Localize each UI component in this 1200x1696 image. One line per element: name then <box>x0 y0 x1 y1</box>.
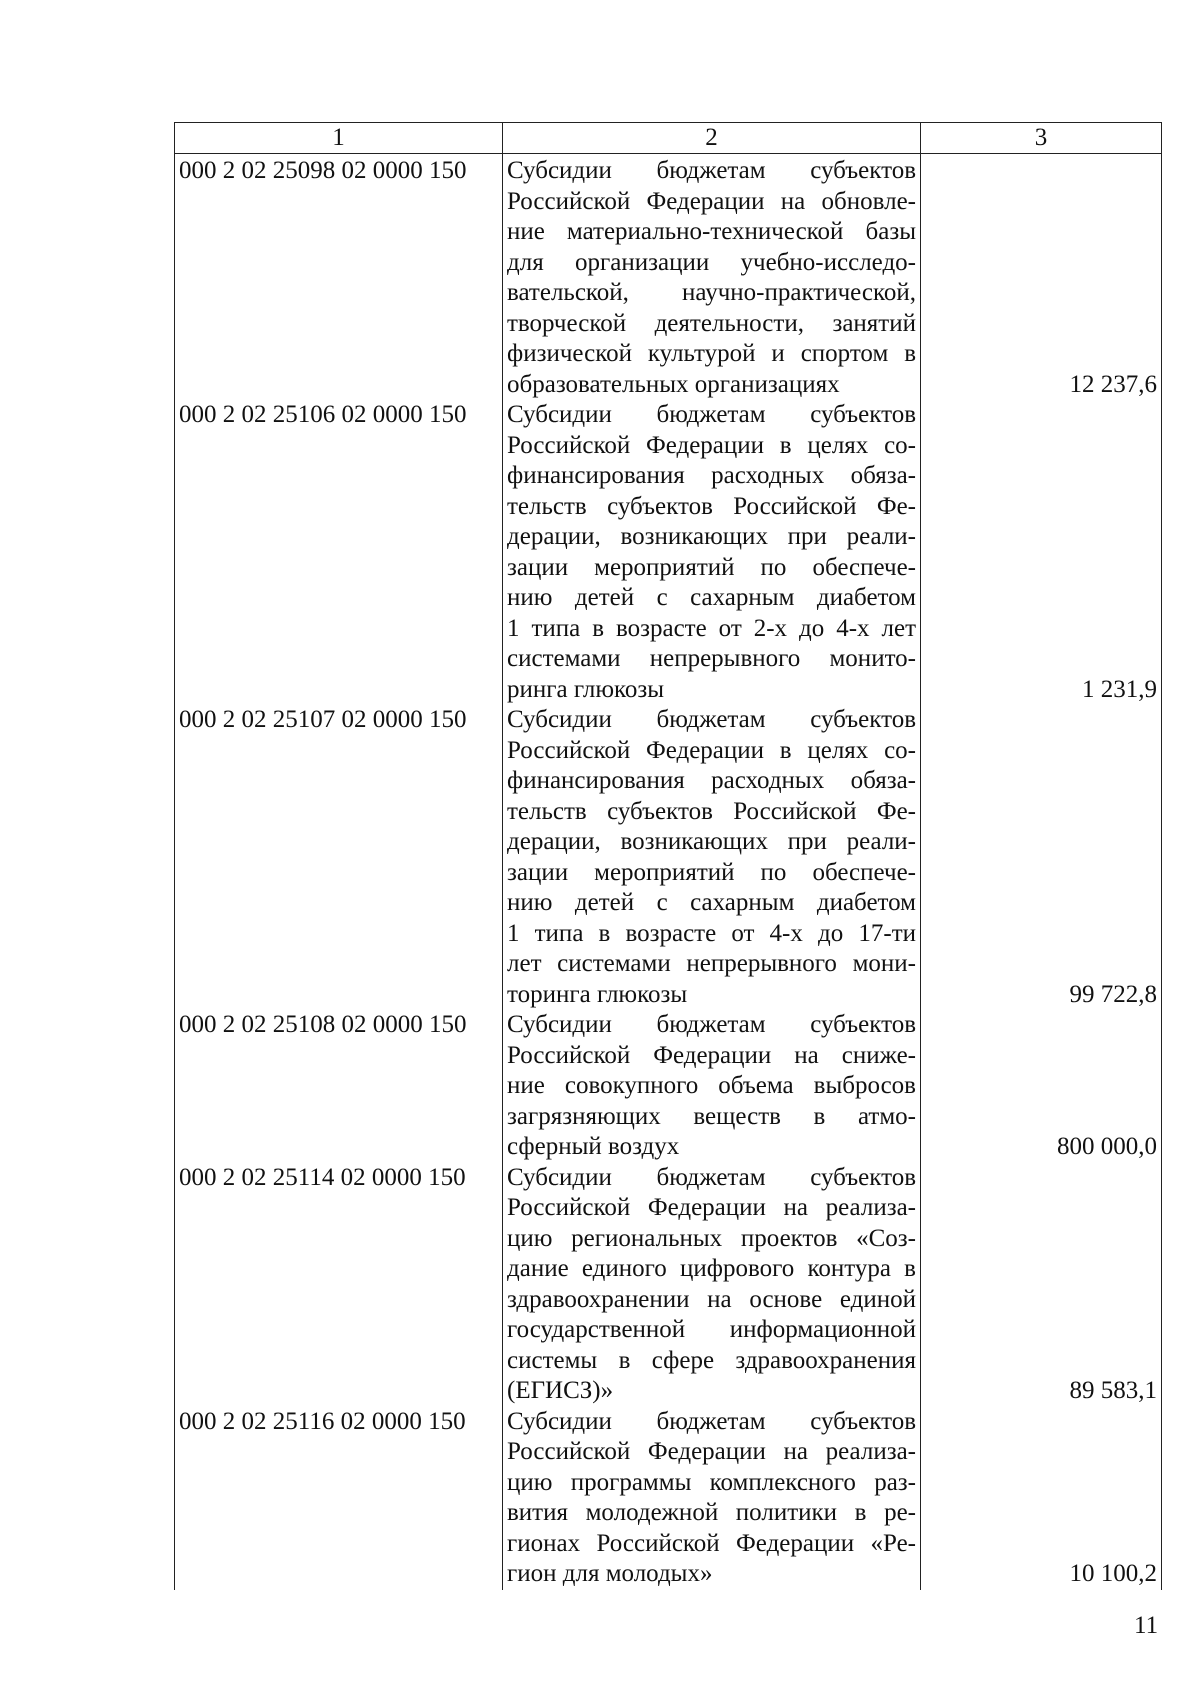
amount: 12 237,6 <box>921 154 1162 401</box>
budget-code: 000 2 02 25108 02 0000 150 <box>175 1010 503 1163</box>
description-line: образовательных организациях <box>507 370 840 398</box>
budget-code: 000 2 02 25114 02 0000 150 <box>175 1163 503 1407</box>
description-line: для организации учебно-исследо- <box>507 248 916 276</box>
description-line: государственной информационной <box>507 1316 916 1343</box>
description <box>503 1407 921 1590</box>
description-line: лет системами непрерывного мони- <box>507 950 916 977</box>
description-line: загрязняющих веществ в атмо- <box>507 1102 916 1130</box>
description-line: цию региональных проектов «Соз- <box>507 1224 916 1252</box>
description <box>503 400 921 705</box>
table-row <box>175 1010 1162 1163</box>
table-row <box>175 1163 1162 1407</box>
description-line: Субсидии бюджетам субъектов <box>507 401 916 428</box>
table-body <box>175 154 1162 1590</box>
description-line: (ЕГИСЗ)» <box>507 1377 614 1404</box>
description-line: здравоохранении на основе единой <box>507 1285 916 1313</box>
description-line: нию детей с сахарным диабетом <box>507 889 916 916</box>
description-line: физической культурой и спортом в <box>507 340 916 367</box>
description-line: Субсидии бюджетам субъектов <box>507 1407 916 1435</box>
description-line: ние совокупного объема выбросов <box>507 1072 916 1099</box>
description <box>503 1010 921 1163</box>
description-line: торинга глюкозы <box>507 980 688 1008</box>
description-line: вательской, научно-практической, <box>507 279 916 306</box>
budget-table <box>174 122 1162 1590</box>
header-row <box>175 123 1162 154</box>
description-line: цию программы комплексного раз- <box>507 1468 916 1496</box>
description <box>503 1163 921 1407</box>
table-row <box>175 705 1162 1010</box>
budget-code: 000 2 02 25116 02 0000 150 <box>175 1407 503 1590</box>
budget-code: 000 2 02 25107 02 0000 150 <box>175 705 503 1010</box>
description-line: Субсидии бюджетам субъектов <box>507 1011 916 1038</box>
description-line: зации мероприятий по обеспече- <box>507 858 916 886</box>
description-line: Российской Федерации на обновле- <box>507 187 916 215</box>
description-line: сферный воздух <box>507 1133 680 1160</box>
description-line: ринга глюкозы <box>507 675 665 703</box>
description-line: Российской Федерации на реализа- <box>507 1194 916 1221</box>
description-line: гион для молодых» <box>507 1560 713 1587</box>
description <box>503 154 921 401</box>
column-header-2: 2 <box>503 123 921 154</box>
description-line: Субсидии бюджетам субъектов <box>507 157 916 184</box>
description-line: системами непрерывного монито- <box>507 645 916 672</box>
description-line: финансирования расходных обяза- <box>507 462 916 489</box>
description-line: ние материально-технической базы <box>507 218 916 245</box>
description-line: дерации, возникающих при реали- <box>507 523 916 550</box>
description-line: Субсидии бюджетам субъектов <box>507 706 916 733</box>
description <box>503 705 921 1010</box>
description-line: Российской Федерации на реализа- <box>507 1438 916 1465</box>
description-line: творческой деятельности, занятий <box>507 309 916 337</box>
amount: 89 583,1 <box>921 1163 1162 1407</box>
description-line: тельств субъектов Российской Фе- <box>507 492 916 520</box>
amount: 800 000,0 <box>921 1010 1162 1163</box>
description-line: гионах Российской Федерации «Ре- <box>507 1529 916 1557</box>
description-line: Российской Федерации в целях со- <box>507 431 916 459</box>
description-line: системы в сфере здравоохранения <box>507 1346 916 1374</box>
amount: 99 722,8 <box>921 705 1162 1010</box>
description-line: Российской Федерации на сниже- <box>507 1041 916 1069</box>
description-line: тельств субъектов Российской Фе- <box>507 797 916 825</box>
description-line: вития молодежной политики в ре- <box>507 1499 916 1526</box>
description-line: 1 типа в возрасте от 4-х до 17-ти <box>507 919 916 947</box>
description-line: дерации, возникающих при реали- <box>507 828 916 855</box>
description-line: финансирования расходных обяза- <box>507 767 916 794</box>
amount: 1 231,9 <box>921 400 1162 705</box>
column-header-1: 1 <box>175 123 503 154</box>
description-line: зации мероприятий по обеспече- <box>507 553 916 581</box>
amount: 10 100,2 <box>921 1407 1162 1590</box>
column-header-3: 3 <box>921 123 1162 154</box>
description-line: нию детей с сахарным диабетом <box>507 584 916 611</box>
table-row <box>175 1407 1162 1590</box>
description-line: дание единого цифрового контура в <box>507 1255 916 1282</box>
budget-code: 000 2 02 25106 02 0000 150 <box>175 400 503 705</box>
table-row <box>175 154 1162 401</box>
page-number: 11 <box>1134 1612 1159 1639</box>
description-line: Субсидии бюджетам субъектов <box>507 1163 916 1191</box>
table-row <box>175 400 1162 705</box>
description-line: 1 типа в возрасте от 2-х до 4-х лет <box>507 614 916 642</box>
description-line: Российской Федерации в целях со- <box>507 736 916 764</box>
budget-code: 000 2 02 25098 02 0000 150 <box>175 154 503 401</box>
